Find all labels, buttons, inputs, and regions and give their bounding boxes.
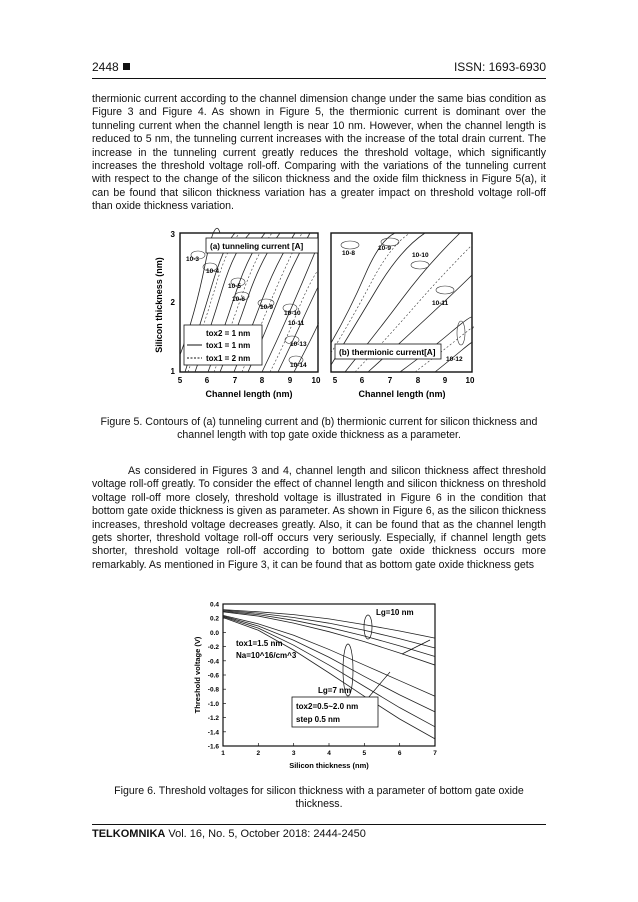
fig5a-legend-item: tox1 = 1 nm [206,341,251,350]
fig6-xtick-label: 6 [397,750,402,757]
fig5-ytick: 3 [170,230,175,239]
figure-6-caption: Figure 6. Threshold voltages for silicon thickness with a parameter of bottom gate oxide thickness. [114,785,524,811]
fig6-ytick-label: -0.2 [207,644,219,652]
fig6-annotation-step: step 0.5 nm [296,715,341,724]
fig6-annotation-na: Na=10^16/cm^3 [236,651,297,660]
fig5a-xtick: 5 [177,376,183,385]
fig5a-contour-label: 10-13 [290,341,307,348]
fig6-ytick-label: 0.2 [209,615,219,623]
paragraph-2: As considered in Figures 3 and 4, channel length and silicon thickness affect threshold voltage roll-off greatly. To consider the effect of channel length and silicon thickness on threshold voltage roll-off more closely, threshold voltage is illustrated in Figure 6 in the condition that bottom gate oxide thickness is given as parameter. As shown in Figure 6, as the silicon thickness increases, threshold voltage decreases greatly. Also, it can be found that as the channel length gets shorter, threshold voltage roll-off occurs very seriously. Especially, if channel length gets shorter, threshold voltage roll-off according to bottom gate oxide thickness occurs more remarkably. As mentioned in Figure 3, it can be found that as bottom gate oxide thickness gets [92,465,546,571]
fig5b-contour-label: 10-8 [342,250,356,257]
fig6-annotation-tox1: tox1=1.5 nm [236,639,283,648]
fig5-panel-a [180,228,318,372]
figure-5 [150,225,486,405]
fig5a-contour-label: 10-4 [206,268,220,275]
fig6-xlabel: Silicon thickness (nm) [289,761,369,770]
issn: ISSN: 1693-6930 [453,60,546,74]
fig6-ytick-label: -1.6 [207,743,219,751]
figure-6 [190,594,448,776]
fig6-ytick-label: -1.4 [207,729,219,737]
fig5a-legend-item: tox2 = 1 nm [206,329,251,338]
fig5b-xtick: 6 [359,376,365,385]
fig6-annotation-lg10: Lg=10 nm [376,608,414,617]
fig6-ylabel: Threshold voltage (V) [193,636,202,714]
journal-citation: Vol. 16, No. 5, October 2018: 2444-2450 [168,828,366,840]
fig6-ytick-label: -1.0 [207,700,219,708]
footer-rule [92,824,546,825]
figure-5-caption: Figure 5. Contours of (a) tunneling current and (b) thermionic current for silicon thickness and channel length with top gate oxide thickness as a parameter. [100,416,538,442]
fig5b-xtick: 5 [332,376,338,385]
fig5a-contour-label: 10-3 [186,256,200,263]
fig6-xtick-label: 7 [433,750,437,757]
square-bullet-icon [123,63,130,70]
fig5b-xlabel: Channel length (nm) [358,389,446,399]
fig5-ytick: 1 [170,367,175,376]
fig6-xtick-label: 1 [221,750,225,757]
fig5-panel-b [331,233,474,372]
fig5b-contour-label: 10-10 [412,252,429,259]
fig6-ytick-label: -0.8 [207,686,219,694]
fig6-xtick-label: 2 [256,750,261,757]
fig5a-xtick: 9 [287,376,293,385]
fig5a-title: (a) tunneling current [A] [210,242,304,251]
fig5a-legend-item: tox1 = 2 nm [206,354,251,363]
fig6-ytick-label: 0.0 [209,629,219,637]
paragraph-1: thermionic current according to the channel dimension change under the same bias condition as Figure 3 and Figure 4. As shown in Figure 5, the thermionic current is dominant over the tunneling current when the channel length is near 10 nm. However, when the channel length is reduced to 5 nm, the tunneling current increases with the increase of the total drain current. The increase in the tunneling current greatly reduces the threshold voltage, which significantly increases the threshold voltage roll-off. Comparing with the variations of the tunneling current with respect to the change of the silicon thickness and the oxide film thickness in Figure 5(a), it can be found that silicon thickness variation has a greater impact on threshold voltage roll-off than oxide thickness variation. [92,93,546,213]
fig5b-xtick: 9 [442,376,448,385]
fig5-ylabel: Silicon thickness (nm) [154,257,164,353]
header-rule [92,78,546,79]
fig5a-xtick: 10 [311,376,321,385]
page-number: 2448 [92,60,130,74]
fig6-xtick-label: 5 [362,750,367,757]
fig5b-xtick: 10 [465,376,475,385]
fig5a-contour-label: 10-11 [288,320,305,327]
fig5b-contour-label: 10-9 [378,245,392,252]
fig5a-contour-label: 10-5 [228,283,242,290]
page-header [92,60,546,78]
fig6-ytick-label: -1.2 [207,715,219,723]
fig6-annotation-lg7: Lg=7 nm [318,686,352,695]
fig5a-xtick: 8 [259,376,265,385]
fig5b-contour-label: 10-11 [432,300,449,307]
journal-name: TELKOMNIKA [92,828,166,840]
fig6-annotation-tox2: tox2=0.5~2.0 nm [296,702,359,711]
fig5a-contour-label: 10-10 [284,310,301,317]
fig5a-contour-label: 10-9 [260,304,274,311]
fig5a-xtick: 6 [204,376,210,385]
fig6-ytick-label: -0.4 [207,658,219,666]
fig5a-contour-label: 10-14 [290,362,307,369]
fig6-ytick-label: 0.4 [209,601,219,609]
fig5a-xtick: 7 [232,376,238,385]
fig5b-xtick: 7 [387,376,393,385]
fig5a-contour-label: 10-6 [232,296,246,303]
fig5a-xlabel: Channel length (nm) [205,389,293,399]
fig5b-xtick: 8 [415,376,421,385]
page-footer [92,828,366,840]
fig5b-title: (b) thermionic current[A] [339,348,436,357]
fig5-ytick: 2 [170,298,175,307]
fig6-xtick-label: 4 [327,750,331,757]
fig5b-contour-label: 10-12 [446,356,463,363]
fig6-xtick-label: 3 [291,750,296,757]
fig6-ytick-label: -0.6 [207,672,219,680]
